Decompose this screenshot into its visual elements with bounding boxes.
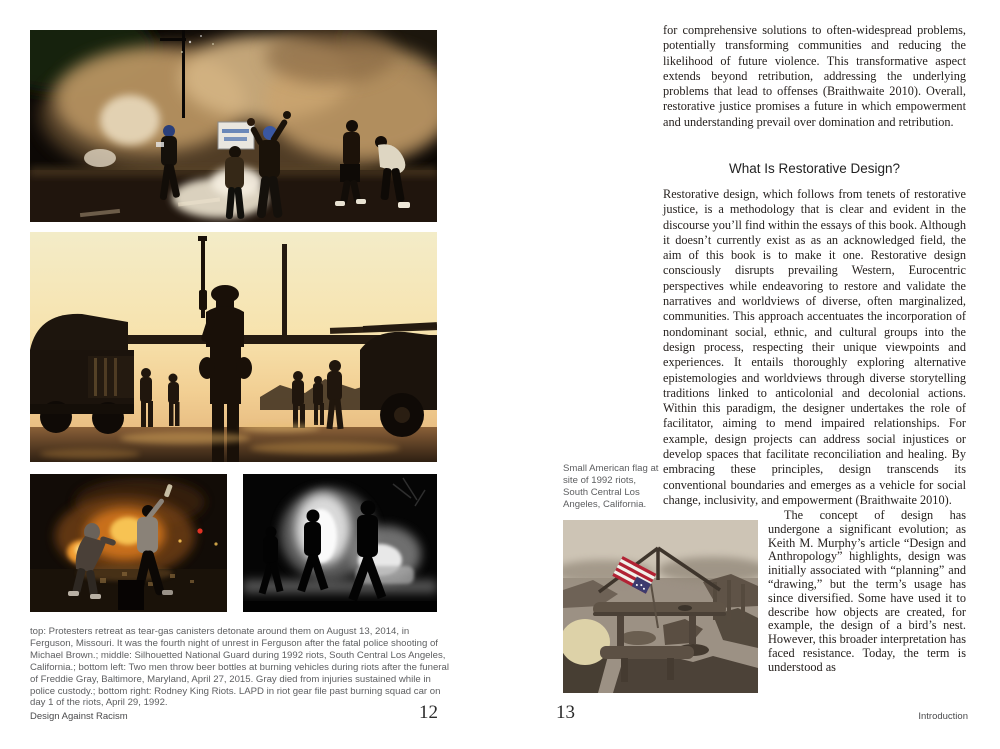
photo-ferguson-teargas [30, 30, 437, 222]
national-guard-illustration [30, 232, 437, 462]
photo-baltimore-fire [30, 474, 227, 612]
flag-in-burned-debris-illustration [563, 520, 758, 693]
photo-national-guard-1992 [30, 232, 437, 462]
footer-chapter: Introduction [918, 711, 968, 722]
body-paragraph-1: for comprehensive solutions to often-widespread problems, potentially transforming communities and reducing the likelihood of future violence. This transformative aspect extends beyond retribution, addressing the underlying problems that lead to offenses (Braithwaite 2010). Overall, restorative justice promises a future in which empowerment and understanding prevail over domination and retribution. [663, 23, 966, 129]
body-paragraph-3: The concept of design has undergone a significant evolution; as Keith M. Murphy’s article “Design and Anthropology” highlights, design was initially associated with “planning” and “drawing,” but the term’s usage has since diversified. Some have used it to describe how objects are created, for example, the design of a bird’s nest. However, this broader interpretation has faced resistance. Today, the term is understood as [768, 508, 966, 674]
left-page-caption: top: Protesters retreat as tear-gas canisters detonate around them on August 13, 2014, in Ferguson, Missouri. It was the fourth night of unrest in Ferguson after the fatal police shooting of Michael Brown.; middle: Silhouetted National Guard during 1992 riots, South Central Los Angeles, California.; bottom left: Two men throw beer bottles at burning vehicles during riots after the funeral of Freddie Gray, Baltimore, Maryland, April 27, 2015. Gray died from injuries sustained while in police custody.; bottom right: Rodney King Riots. LAPD in riot gear file past burning squad car on day 1 of the riots, April 29, 1992. [30, 626, 449, 709]
lapd-burning-car-illustration [243, 474, 437, 612]
page-number-left: 12 [419, 702, 438, 723]
footer-book-title: Design Against Racism [30, 711, 128, 722]
photo-flag-debris [563, 520, 758, 693]
baltimore-fire-illustration [30, 474, 227, 612]
page-number-right: 13 [556, 702, 575, 723]
body-paragraph-2: Restorative design, which follows from tenets of restorative justice, is a methodology that is clear and evident in the discourse you’ll find within the essays of this book. Although it doesn’t currently exist as as an acknowledged field, the aim of this book is to make it one. Restorative design consciously disrupts prevailing Western, Eurocentric perspectives while endeavoring to restore and validate the narratives and worldviews of diverse, often marginalized, communities. This approach accentuates the incorporation of nondominant social, ethnic, and cultural groups into the design process, respecting their unique viewpoints and experiences. It entails thoroughly exploring alternative epistemologies and worldviews through diverse storytelling traditions linked to anticolonial and decolonial actions. Within this paradigm, the designer undertakes the role of facilitator, aiming to mend impaired relationships. For example, design projects can address social injustices or develop spaces that facilitate reconciliation and healing. By embracing these principles, design transcends its conventional boundaries and emerges as a vehicle for social change, inclusivity, and empowerment (Braithwaite 2010). [663, 187, 966, 507]
ferguson-teargas-illustration [30, 30, 437, 222]
flag-photo-caption: Small American flag at site of 1992 riots, South Central Los Angeles, California. [563, 463, 659, 510]
photo-lapd-rodney-king [243, 474, 437, 612]
section-heading: What Is Restorative Design? [728, 161, 901, 176]
